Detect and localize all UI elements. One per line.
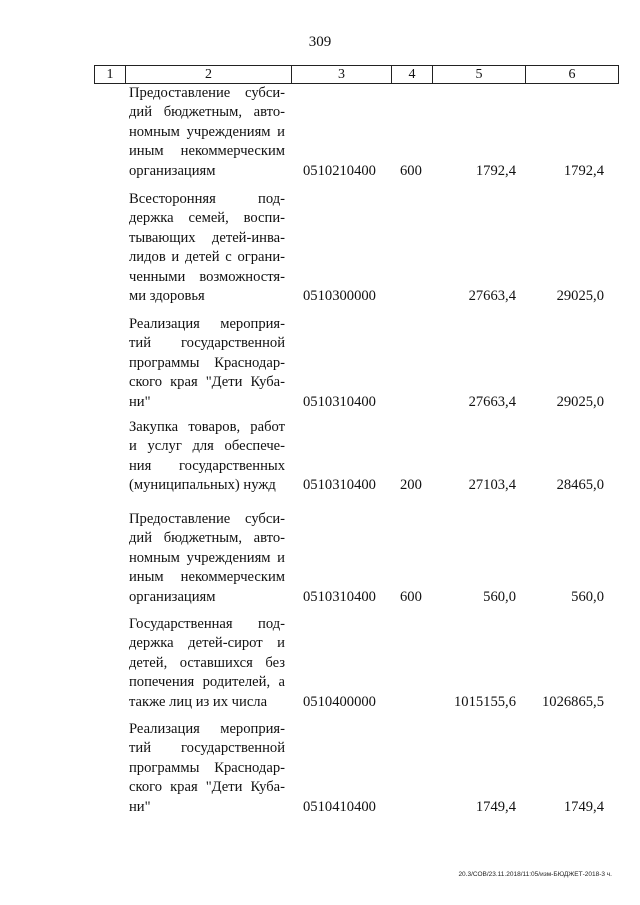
row-code: 0510300000 (303, 288, 376, 304)
row-name-line: Реализация мероприя- (129, 316, 285, 332)
row-value-col6: 1026865,5 (541, 693, 604, 710)
column-header-table (94, 65, 619, 84)
row-value-col6: 29025,0 (556, 288, 604, 304)
row-name-line: тывающих детей-инва- (129, 229, 285, 246)
row-value-col5: 27103,4 (468, 477, 516, 494)
row-name-line: Предоставление субси- (129, 85, 285, 101)
row-name-line: держка семей, воспи- (129, 210, 285, 227)
row-name (129, 315, 285, 412)
column-header-1: 1 (95, 66, 126, 84)
column-header-5: 5 (433, 66, 526, 84)
row-name (129, 418, 285, 496)
row-name-line: номным учреждениям и (129, 123, 285, 140)
row-value-col5: 1015155,6 (453, 693, 516, 710)
page-number: 309 (308, 34, 332, 50)
row-name-line: организациям (129, 162, 216, 179)
row-value-col6: 1792,4 (563, 162, 604, 179)
row-name-line: ния государственных (129, 457, 285, 474)
row-name (129, 510, 285, 607)
row-name (129, 615, 285, 712)
row-name-line: Предоставление субси- (129, 511, 285, 527)
row-name-line: иным некоммерческим (129, 569, 285, 586)
row-name-line: и услуг для обеспече- (129, 438, 285, 455)
row-value-col5: 560,0 (483, 588, 516, 605)
row-value-col6: 1749,4 (563, 798, 604, 815)
row-name-line: тий государственной (129, 335, 285, 352)
row-expense-type: 600 (400, 588, 422, 605)
row-name-line: программы Краснодар- (129, 354, 285, 371)
row-value-col5: 1749,4 (475, 798, 516, 815)
column-header-4: 4 (392, 66, 433, 84)
column-header-3: 3 (292, 66, 392, 84)
row-name-line: программы Краснодар- (129, 759, 285, 776)
row-name-line: ченными возможностя- (129, 268, 285, 285)
row-name-line: Реализация мероприя- (129, 721, 285, 737)
row-name-line: тий государственной (129, 740, 285, 757)
row-name-line: дий бюджетным, авто- (129, 530, 285, 547)
row-name-line: Закупка товаров, работ (129, 419, 285, 435)
column-header-6: 6 (526, 66, 619, 84)
row-name-line: держка детей-сирот и (129, 635, 285, 652)
row-value-col5: 1792,4 (475, 162, 516, 179)
row-code: 0510210400 (303, 162, 376, 179)
footer-document-code: 20.3/СОВ/23.11.2018/11:05/изм-БЮДЖЕТ-2018-3 ч. (458, 871, 612, 878)
row-name-line: номным учреждениям и (129, 549, 285, 566)
row-name-line: попечения родителей, а (129, 674, 285, 691)
row-value-col6: 560,0 (571, 588, 604, 605)
row-name (129, 720, 285, 817)
column-header-2: 2 (126, 66, 292, 84)
row-name-line: детей, оставшихся без (129, 654, 285, 671)
row-name (129, 190, 285, 306)
row-name-line: ского края "Дети Куба- (129, 374, 285, 391)
row-name-line: (муниципальных) нужд (129, 477, 276, 494)
row-expense-type: 600 (400, 162, 422, 179)
row-name-line: дий бюджетным, авто- (129, 104, 285, 121)
row-name-line: Государственная под- (129, 616, 285, 632)
row-value-col5: 27663,4 (468, 288, 516, 304)
row-code: 0510410400 (303, 798, 376, 815)
row-name-line: Всесторонняя под- (129, 191, 285, 207)
row-code: 0510310400 (303, 588, 376, 605)
row-name-line: лидов и детей с ограни- (129, 249, 285, 266)
row-name (129, 84, 285, 181)
row-name-line: ского края "Дети Куба- (129, 779, 285, 796)
row-value-col6: 29025,0 (556, 393, 604, 410)
row-name-line: иным некоммерческим (129, 143, 285, 160)
row-name-line: ни" (129, 393, 151, 410)
row-code: 0510400000 (303, 693, 376, 710)
row-value-col5: 27663,4 (468, 393, 516, 410)
row-expense-type: 200 (400, 477, 422, 494)
row-name-line: организациям (129, 588, 216, 605)
row-code: 0510310400 (303, 477, 376, 494)
row-name-line: ми здоровья (129, 288, 205, 305)
row-name-line: также лиц из их числа (129, 693, 268, 710)
row-name-line: ни" (129, 798, 151, 815)
row-value-col6: 28465,0 (556, 477, 604, 494)
row-code: 0510310400 (303, 393, 376, 410)
